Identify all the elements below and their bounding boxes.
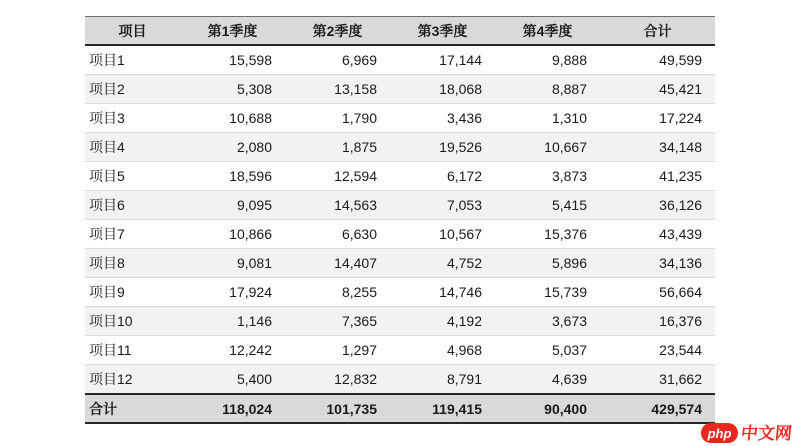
cell-value: 34,136 <box>600 249 715 278</box>
table-row <box>85 45 715 75</box>
row-label: 项目8 <box>85 249 180 278</box>
total-value: 429,574 <box>600 394 715 423</box>
cell-value: 15,739 <box>495 278 600 307</box>
row-label: 项目7 <box>85 220 180 249</box>
cell-value: 43,439 <box>600 220 715 249</box>
cell-value: 17,144 <box>390 45 495 75</box>
cell-value: 18,068 <box>390 75 495 104</box>
cell-value: 49,599 <box>600 45 715 75</box>
cell-value: 36,126 <box>600 191 715 220</box>
cell-value: 10,667 <box>495 133 600 162</box>
table-row <box>85 365 715 395</box>
cell-value: 4,968 <box>390 336 495 365</box>
cell-value: 1,875 <box>285 133 390 162</box>
cell-value: 1,310 <box>495 104 600 133</box>
row-label: 项目3 <box>85 104 180 133</box>
cell-value: 1,146 <box>180 307 285 336</box>
quarterly-report-table <box>85 16 715 424</box>
cell-value: 15,598 <box>180 45 285 75</box>
table-body <box>85 45 715 394</box>
cell-value: 12,594 <box>285 162 390 191</box>
total-value: 101,735 <box>285 394 390 423</box>
column-header: 项目 <box>85 17 180 46</box>
total-value: 118,024 <box>180 394 285 423</box>
column-header: 第4季度 <box>495 17 600 46</box>
table-row <box>85 278 715 307</box>
cell-value: 14,563 <box>285 191 390 220</box>
table-row <box>85 104 715 133</box>
cell-value: 41,235 <box>600 162 715 191</box>
cell-value: 56,664 <box>600 278 715 307</box>
cell-value: 9,081 <box>180 249 285 278</box>
table-row <box>85 162 715 191</box>
cell-value: 15,376 <box>495 220 600 249</box>
cell-value: 12,242 <box>180 336 285 365</box>
cell-value: 2,080 <box>180 133 285 162</box>
cell-value: 8,791 <box>390 365 495 395</box>
cell-value: 13,158 <box>285 75 390 104</box>
column-header: 第2季度 <box>285 17 390 46</box>
cell-value: 1,297 <box>285 336 390 365</box>
cell-value: 3,436 <box>390 104 495 133</box>
cell-value: 8,887 <box>495 75 600 104</box>
cell-value: 17,924 <box>180 278 285 307</box>
column-header: 合计 <box>600 17 715 46</box>
row-label: 项目11 <box>85 336 180 365</box>
header-row <box>85 17 715 46</box>
cell-value: 12,832 <box>285 365 390 395</box>
cell-value: 14,746 <box>390 278 495 307</box>
table-header <box>85 17 715 46</box>
cell-value: 1,790 <box>285 104 390 133</box>
cell-value: 5,896 <box>495 249 600 278</box>
total-value: 90,400 <box>495 394 600 423</box>
row-label: 项目9 <box>85 278 180 307</box>
cell-value: 5,308 <box>180 75 285 104</box>
table-row <box>85 249 715 278</box>
row-label: 项目5 <box>85 162 180 191</box>
cell-value: 6,172 <box>390 162 495 191</box>
row-label: 项目2 <box>85 75 180 104</box>
cell-value: 5,415 <box>495 191 600 220</box>
total-label: 合计 <box>85 394 180 423</box>
cell-value: 8,255 <box>285 278 390 307</box>
cell-value: 10,866 <box>180 220 285 249</box>
table-row <box>85 191 715 220</box>
cell-value: 16,376 <box>600 307 715 336</box>
cell-value: 34,148 <box>600 133 715 162</box>
cell-value: 7,053 <box>390 191 495 220</box>
cell-value: 10,688 <box>180 104 285 133</box>
cell-value: 45,421 <box>600 75 715 104</box>
cell-value: 31,662 <box>600 365 715 395</box>
row-label: 项目1 <box>85 45 180 75</box>
cell-value: 3,673 <box>495 307 600 336</box>
php-logo-icon: php <box>701 423 738 443</box>
column-header: 第1季度 <box>180 17 285 46</box>
column-header: 第3季度 <box>390 17 495 46</box>
cell-value: 6,969 <box>285 45 390 75</box>
total-row <box>85 394 715 423</box>
watermark <box>701 423 792 443</box>
cell-value: 4,639 <box>495 365 600 395</box>
table-row <box>85 75 715 104</box>
cell-value: 5,037 <box>495 336 600 365</box>
cell-value: 7,365 <box>285 307 390 336</box>
cell-value: 6,630 <box>285 220 390 249</box>
row-label: 项目10 <box>85 307 180 336</box>
table-footer <box>85 394 715 423</box>
table-row <box>85 336 715 365</box>
row-label: 项目12 <box>85 365 180 395</box>
cell-value: 3,873 <box>495 162 600 191</box>
cell-value: 9,095 <box>180 191 285 220</box>
table-row <box>85 307 715 336</box>
cell-value: 18,596 <box>180 162 285 191</box>
cell-value: 10,567 <box>390 220 495 249</box>
total-value: 119,415 <box>390 394 495 423</box>
cell-value: 23,544 <box>600 336 715 365</box>
cell-value: 17,224 <box>600 104 715 133</box>
watermark-site-name: 中文网 <box>740 423 793 443</box>
cell-value: 4,752 <box>390 249 495 278</box>
row-label: 项目4 <box>85 133 180 162</box>
cell-value: 14,407 <box>285 249 390 278</box>
cell-value: 4,192 <box>390 307 495 336</box>
cell-value: 19,526 <box>390 133 495 162</box>
table-row <box>85 220 715 249</box>
row-label: 项目6 <box>85 191 180 220</box>
cell-value: 9,888 <box>495 45 600 75</box>
cell-value: 5,400 <box>180 365 285 395</box>
table-row <box>85 133 715 162</box>
